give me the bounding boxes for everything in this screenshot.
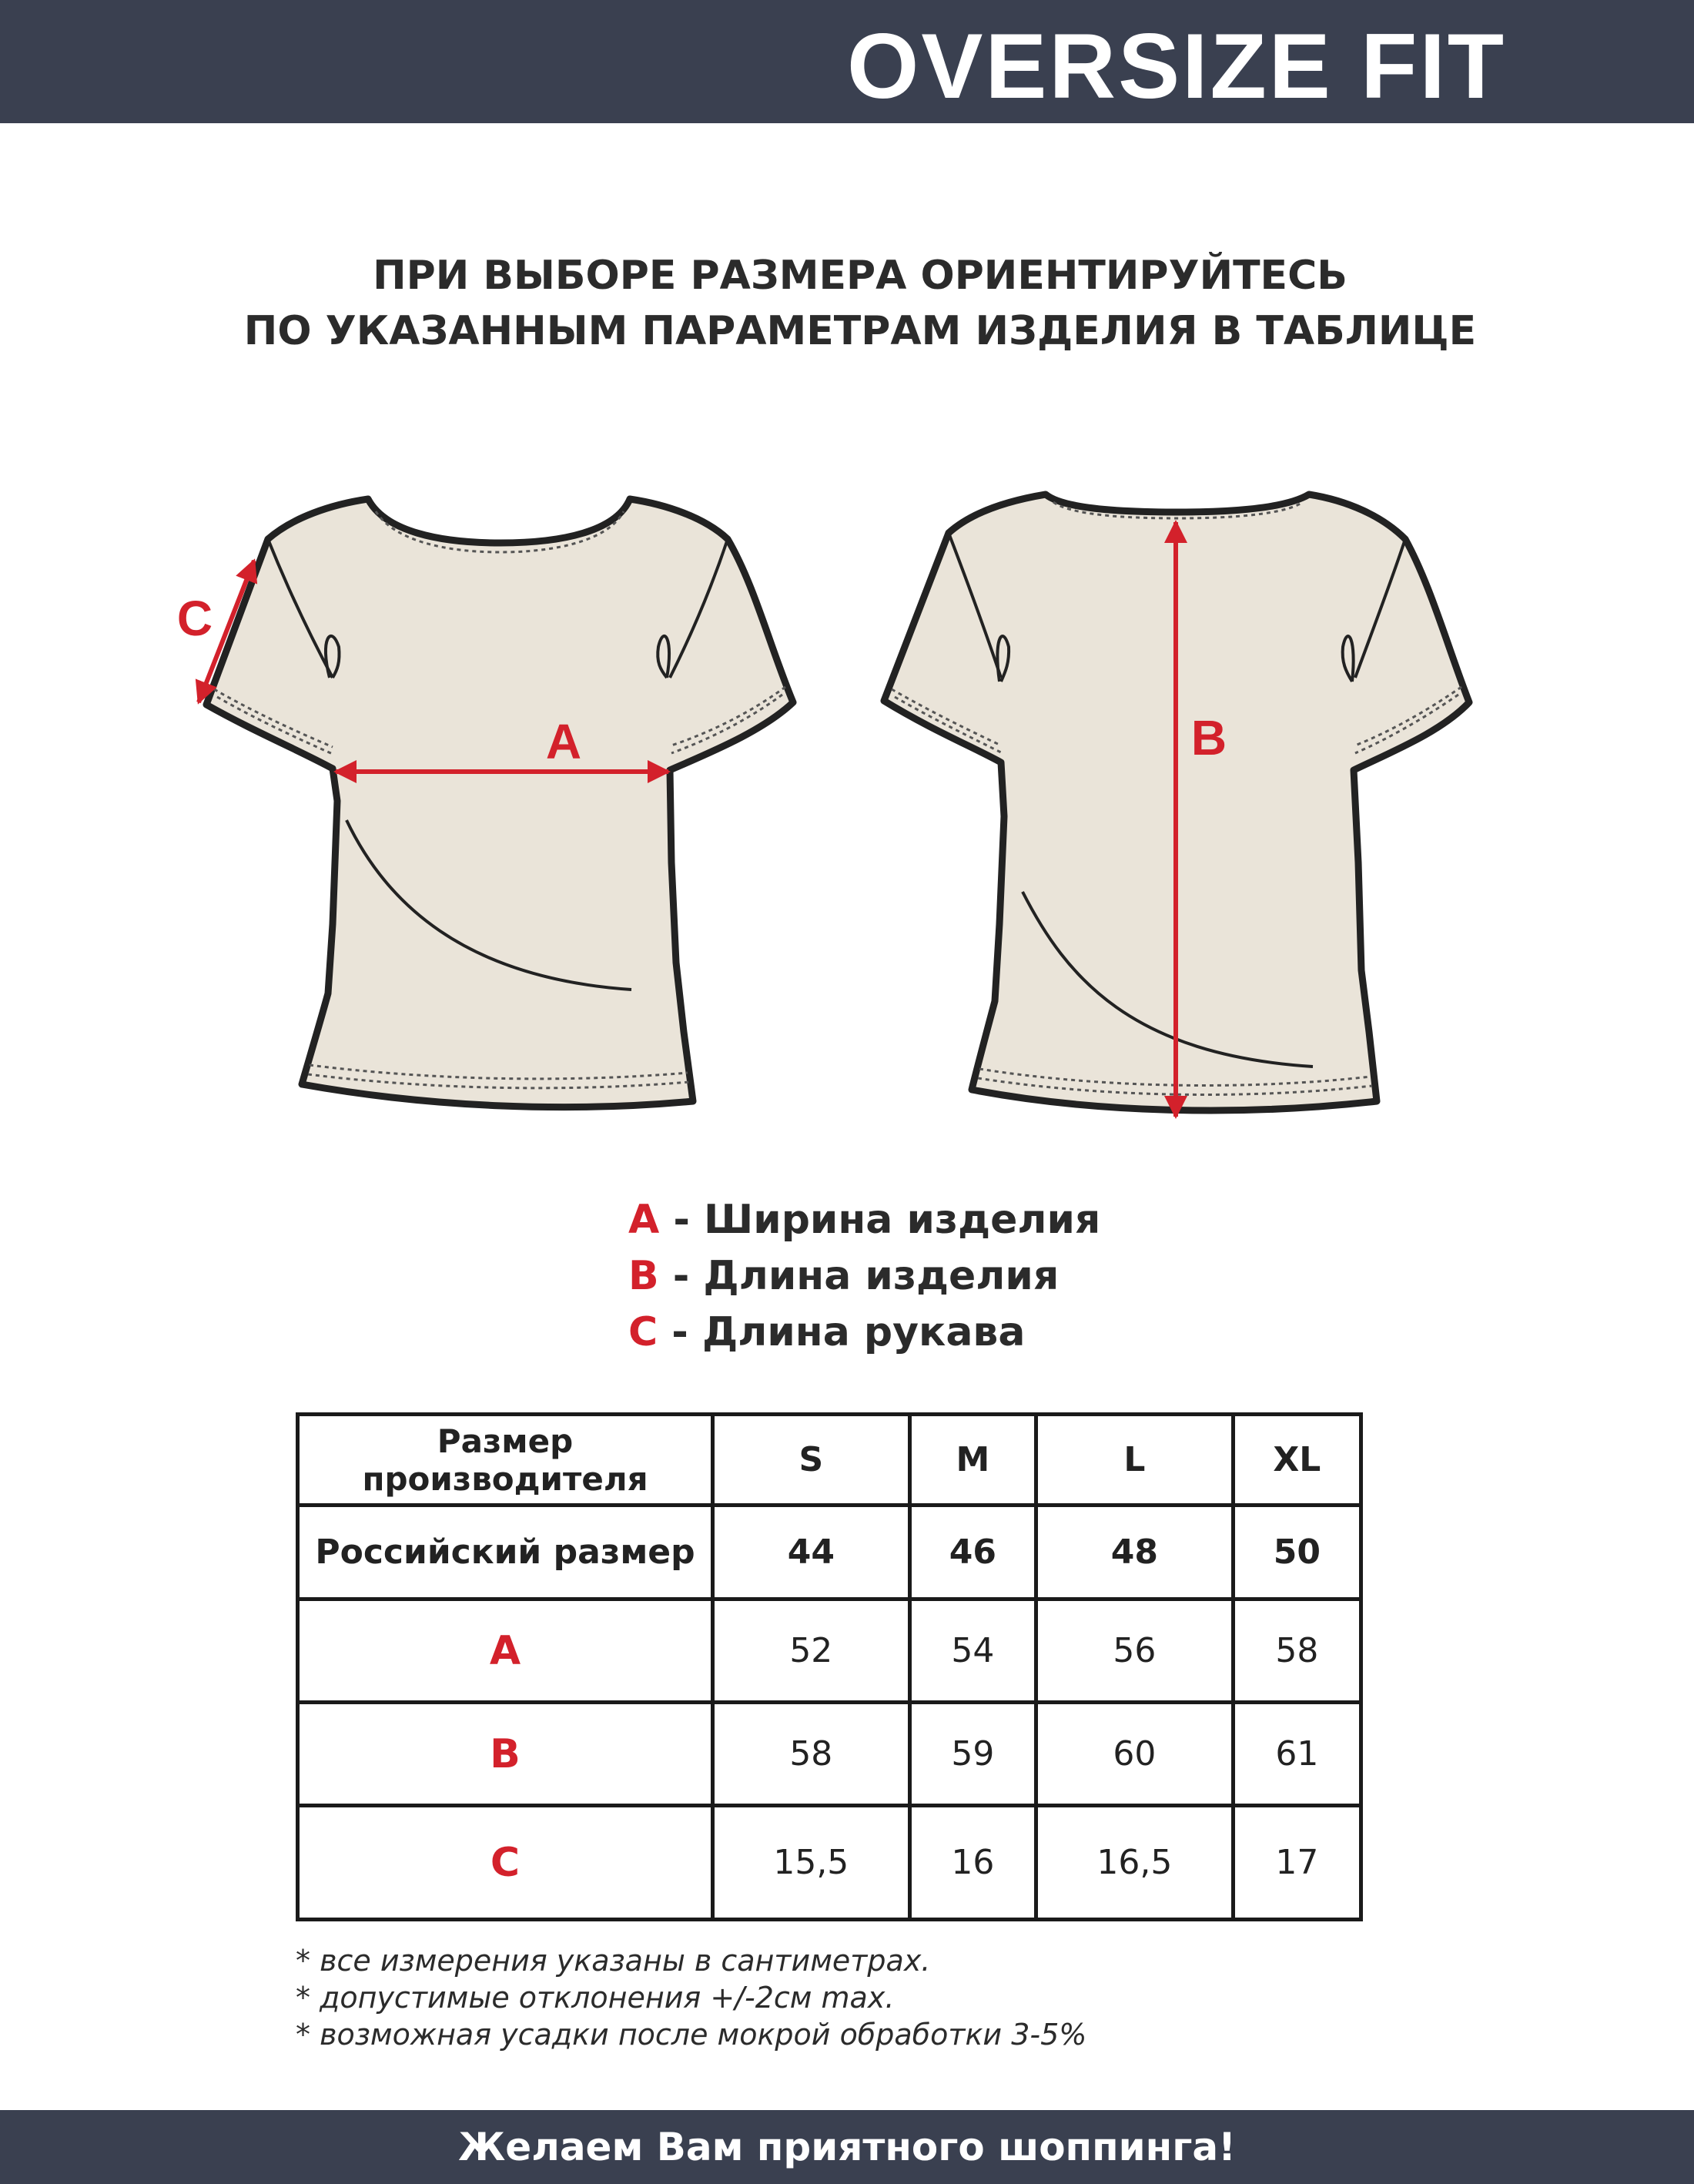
footnote: * все измерения указаны в сантиметрах. (296, 1944, 931, 1978)
front-body-outline (206, 499, 793, 1107)
table-value-cell: 58 (1233, 1599, 1361, 1703)
table-row-key: A (298, 1599, 713, 1703)
table-row-sleeve (298, 1806, 1361, 1920)
tshirt-back-view (884, 494, 1469, 1117)
table-value-cell: 60 (1036, 1703, 1234, 1806)
fit-title: OVERSIZE FIT (847, 15, 1507, 118)
table-size-cell: M (909, 1415, 1036, 1506)
table-ru-label: Российский размер (298, 1506, 713, 1599)
tshirt-front-view (199, 499, 793, 1107)
closing-message: Желаем Вам приятного шоппинга! (458, 2125, 1236, 2169)
table-value-cell: 61 (1233, 1703, 1361, 1806)
table-size-cell: L (1036, 1415, 1234, 1506)
bottom-banner (0, 2110, 1694, 2184)
legend-key: B (628, 1253, 659, 1299)
table-row-key: B (298, 1703, 713, 1806)
table-header-label: Размер производителя (298, 1415, 713, 1506)
measurement-legend (628, 1192, 1321, 1361)
instruction-line-2: ПО УКАЗАННЫМ ПАРАМЕТРАМ ИЗДЕЛИЯ В ТАБЛИЦЕ (243, 308, 1477, 354)
table-value-cell: 15,5 (713, 1806, 910, 1920)
table-row-manufacturer-size (298, 1415, 1361, 1506)
legend-key: A (628, 1197, 660, 1243)
footnotes (296, 1942, 1086, 2053)
legend-text: - Длина рукава (658, 1309, 1026, 1355)
table-ru-size-cell: 44 (713, 1506, 910, 1599)
table-row-key: C (298, 1806, 713, 1920)
legend-text: - Длина изделия (658, 1253, 1060, 1299)
table-size-cell: XL (1233, 1415, 1361, 1506)
size-table (296, 1412, 1363, 1921)
legend-item-sleeve (628, 1305, 1321, 1361)
table-value-cell: 59 (909, 1703, 1036, 1806)
table-value-cell: 52 (713, 1599, 910, 1703)
legend-key: C (628, 1309, 658, 1355)
length-label: B (1190, 710, 1227, 765)
footnote: * возможная усадки после мокрой обработки 3-5% (296, 2018, 1087, 2052)
table-value-cell: 54 (909, 1599, 1036, 1703)
legend-text: - Ширина изделия (659, 1197, 1101, 1243)
width-label: A (545, 714, 582, 769)
table-value-cell: 16 (909, 1806, 1036, 1920)
table-value-cell: 56 (1036, 1599, 1234, 1703)
table-row-russian-size (298, 1506, 1361, 1599)
table-ru-size-cell: 50 (1233, 1506, 1361, 1599)
legend-item-length (628, 1248, 1321, 1305)
table-row-length (298, 1703, 1361, 1806)
table-ru-size-cell: 48 (1036, 1506, 1234, 1599)
instruction-line-1: ПРИ ВЫБОРЕ РАЗМЕРА ОРИЕНТИРУЙТЕСЬ (373, 253, 1348, 299)
legend-item-width (628, 1192, 1321, 1248)
table-value-cell: 17 (1233, 1806, 1361, 1920)
table-ru-size-cell: 46 (909, 1506, 1036, 1599)
table-size-cell: S (713, 1415, 910, 1506)
table-row-width (298, 1599, 1361, 1703)
table-value-cell: 58 (713, 1703, 910, 1806)
sleeve-label: C (176, 591, 213, 646)
footnote: * допустимые отклонения +/-2см max. (296, 1981, 895, 2015)
table-value-cell: 16,5 (1036, 1806, 1234, 1920)
